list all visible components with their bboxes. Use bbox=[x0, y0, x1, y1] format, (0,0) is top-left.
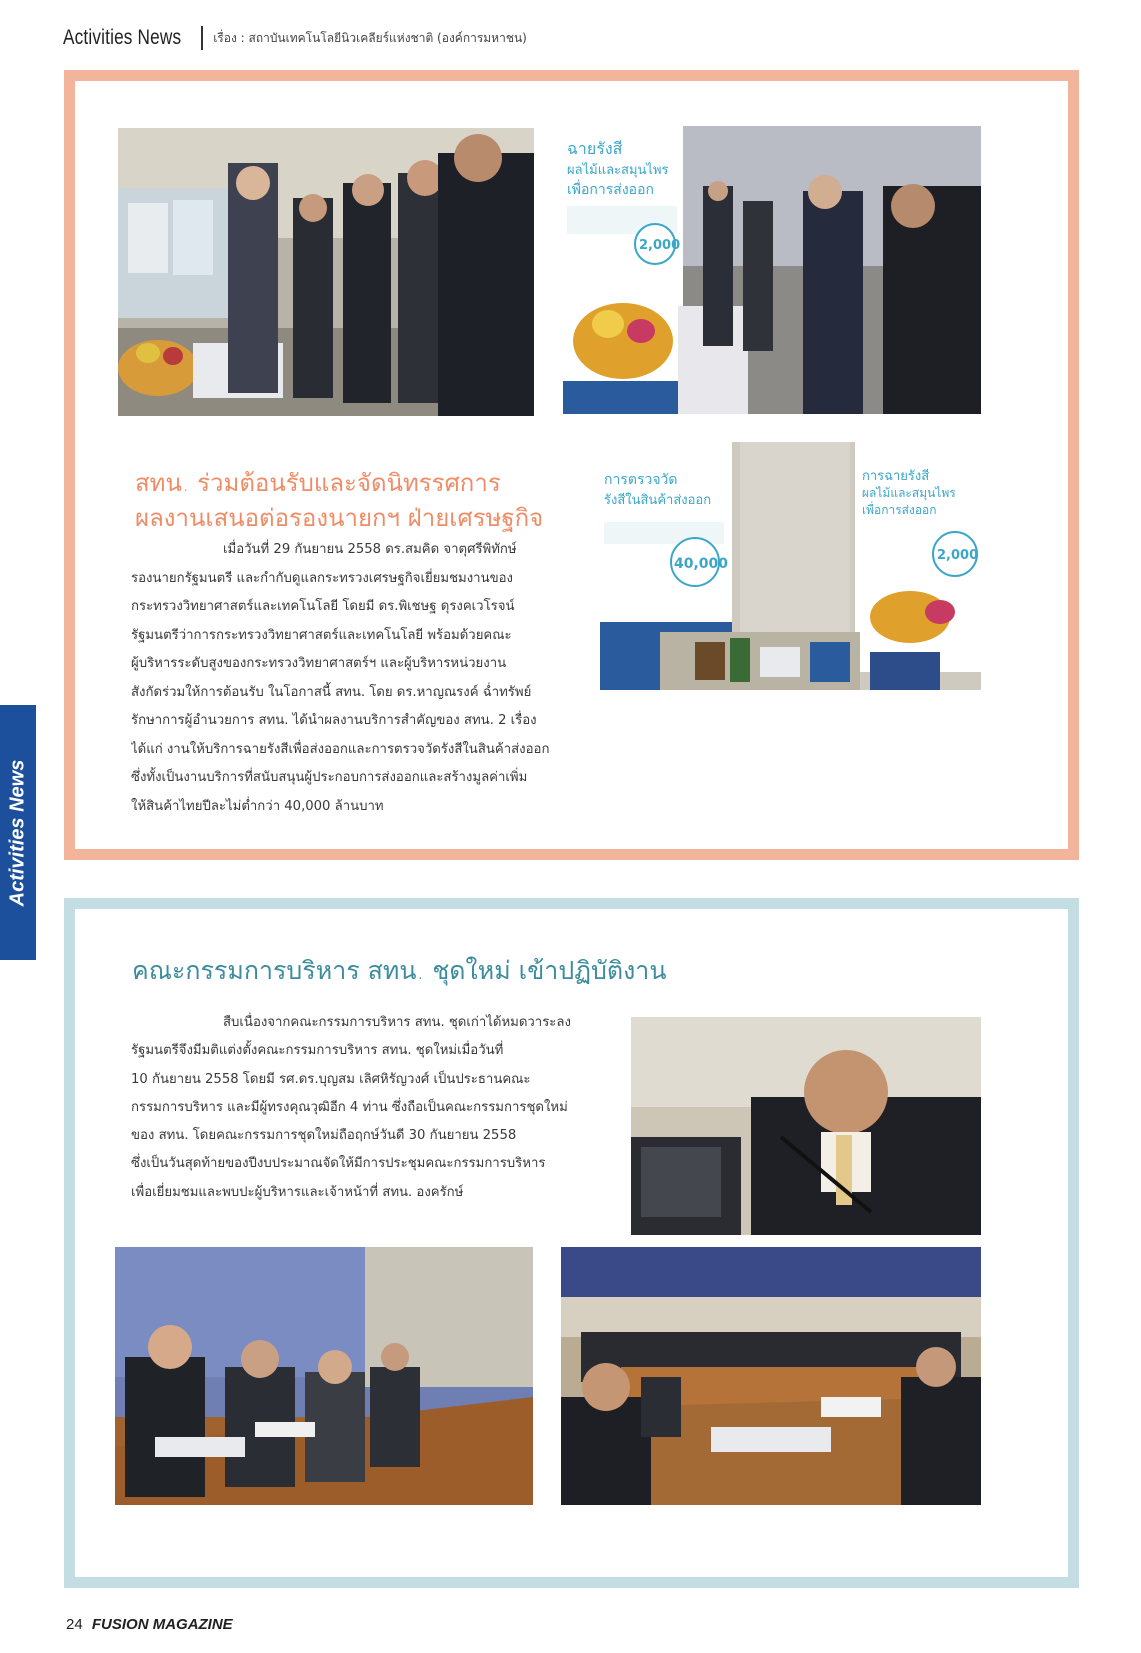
poster-b-line1: การตรวจวัด bbox=[604, 472, 678, 488]
article-1-body-line: ซึ่งทั้งเป็นงานบริการที่สนับสนุนผู้ประกอบการส่งออกและสร้างมูลค่าเพิ่ม bbox=[131, 770, 528, 785]
article-2-body-line: ของ สทน. โดยคณะกรรมการชุดใหม่ถือฤกษ์วันดี 30 กันยายน 2558 bbox=[131, 1128, 517, 1144]
article-2-body-line: สืบเนื่องจากคณะกรรมการบริหาร สทน. ชุดเก่าได้หมดวาระลง bbox=[223, 1015, 571, 1030]
article-2-body bbox=[131, 1009, 656, 1207]
page-header bbox=[63, 20, 527, 56]
article-1-body bbox=[131, 536, 626, 821]
photo-exhibition-booth bbox=[600, 442, 981, 690]
article-2-body-line: รัฐมนตรีจึงมีมติแต่งตั้งคณะกรรมการบริหาร สทน. ชุดใหม่เมื่อวันที่ bbox=[131, 1043, 504, 1059]
article-2-body-line: ซึ่งเป็นวันสุดท้ายของปีงบประมาณจัดให้มีการประชุมคณะกรรมการบริหาร bbox=[131, 1156, 546, 1172]
side-tab-label: Activities News bbox=[6, 759, 29, 907]
poster-c-line1: การฉายรังสี bbox=[862, 469, 930, 484]
poster-a-value: 2,000 bbox=[639, 238, 681, 253]
article-1-body-line: สังกัดร่วมให้การต้อนรับ ในโอกาสนี้ สทน. โดย ดร.หาญณรงค์ ฉ่ำทรัพย์ bbox=[131, 684, 532, 700]
article-1-body-line: กระทรวงวิทยาศาสตร์และเทคโนโลยี โดยมี ดร.พิเชษฐ ดุรงคเวโรจน์ bbox=[131, 599, 515, 614]
poster-c-line2: ผลไม้และสมุนไพร bbox=[862, 486, 956, 500]
poster-a-line3: เพื่อการส่งออก bbox=[567, 182, 654, 198]
photo-exhibition-visit bbox=[118, 128, 534, 416]
article-2-body-line: กรรมการบริหาร และมีผู้ทรงคุณวุฒิอีก 4 ท่าน ซึ่งถือเป็นคณะกรรมการชุดใหม่ bbox=[131, 1099, 568, 1115]
poster-b-value: 40,000 bbox=[674, 556, 729, 572]
poster-a-line2: ผลไม้และสมุนไพร bbox=[567, 163, 669, 178]
article-2-body-line: 10 กันยายน 2558 โดยมี รศ.ดร.บุญสม เลิศหิรัญวงศ์ เป็นประธานคณะ bbox=[131, 1071, 531, 1087]
page-number: 24 bbox=[66, 1616, 83, 1633]
article-1-body-line: ได้แก่ งานให้บริการฉายรังสีเพื่อส่งออกและการตรวจวัดรังสีในสินค้าส่งออก bbox=[131, 741, 550, 757]
article-1-body-line: รัฐมนตรีว่าการกระทรวงวิทยาศาสตร์และเทคโนโลยี พร้อมด้วยคณะ bbox=[131, 627, 512, 643]
poster-b-line2: รังสีในสินค้าส่งออก bbox=[604, 493, 712, 508]
article-1-title bbox=[135, 466, 615, 536]
article-1-body-line: รองนายกรัฐมนตรี และกำกับดูแลกระทรวงเศรษฐกิจเยี่ยมชมงานของ bbox=[131, 570, 513, 586]
article-1-title-line: ผลงานเสนอต่อรองนายกฯ ฝ่ายเศรษฐกิจ bbox=[135, 504, 544, 532]
article-1-title-line: สทน. ร่วมต้อนรับและจัดนิทรรศการ bbox=[135, 469, 501, 497]
page-footer bbox=[66, 1616, 233, 1633]
article-1-box bbox=[64, 70, 1079, 860]
photo-irradiation-poster bbox=[563, 126, 981, 414]
article-1-body-line: รักษาการผู้อำนวยการ สทน. ได้นำผลงานบริการสำคัญของ สทน. 2 เรื่อง bbox=[131, 713, 537, 728]
poster-c-line3: เพื่อการส่งออก bbox=[862, 503, 937, 517]
section-label: Activities News bbox=[63, 26, 182, 49]
header-divider bbox=[201, 26, 203, 50]
photo-chairman-speaking bbox=[631, 1017, 981, 1235]
poster-a-line1: ฉายรังสี bbox=[567, 139, 623, 158]
photo-meeting-table-left bbox=[115, 1247, 533, 1505]
poster-c-value: 2,000 bbox=[937, 548, 979, 563]
article-2-box bbox=[64, 898, 1079, 1588]
article-1-body-line: เมื่อวันที่ 29 กันยายน 2558 ดร.สมคิด จาตุศรีพิทักษ์ bbox=[223, 542, 517, 557]
article-2-body-line: เพื่อเยี่ยมชมและพบปะผู้บริหารและเจ้าหน้าที่ สทน. องครักษ์ bbox=[131, 1184, 464, 1200]
photo-meeting-room-wide bbox=[561, 1247, 981, 1505]
article-1-body-line: ให้สินค้าไทยปีละไม่ต่ำกว่า 40,000 ล้านบาท bbox=[131, 798, 384, 814]
header-subtitle: เรื่อง : สถาบันเทคโนโลยีนิวเคลียร์แห่งชาติ (องค์การมหาชน) bbox=[213, 30, 527, 45]
article-1-body-line: ผู้บริหารระดับสูงของกระทรวงวิทยาศาสตร์ฯ และผู้บริหารหน่วยงาน bbox=[131, 656, 507, 671]
magazine-name: FUSION MAGAZINE bbox=[91, 1616, 233, 1633]
side-section-tab bbox=[0, 705, 36, 960]
article-2-title: คณะกรรมการบริหาร สทน. ชุดใหม่ เข้าปฏิบัติงาน bbox=[132, 956, 667, 985]
